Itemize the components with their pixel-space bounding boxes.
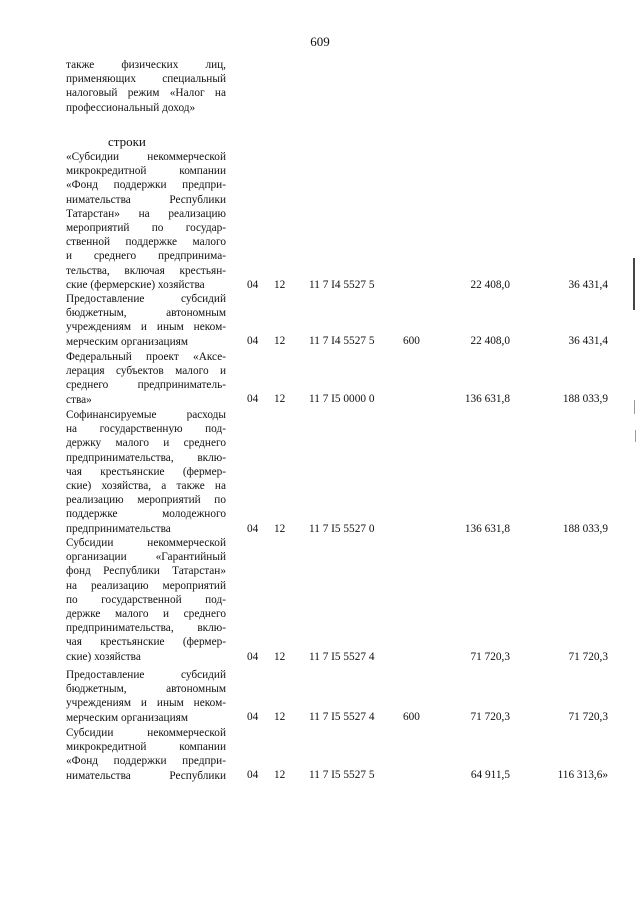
description-line: чая крестьянские (фермер- <box>66 636 226 649</box>
description-line: лерация субъектов малого и <box>66 365 226 378</box>
target-code: 11 7 I5 0000 0 <box>309 393 375 405</box>
value-year-2: 71 720,3 <box>568 711 608 723</box>
description-line: фонд Республики Татарстан» <box>66 565 226 578</box>
intro-line: применяющих специальный <box>66 73 226 86</box>
intro-line: профессиональный доход» <box>66 101 196 114</box>
description-line: Предоставление субсидий <box>66 669 226 681</box>
row-description <box>66 726 226 783</box>
value-year-2: 188 033,9 <box>562 393 608 405</box>
target-code: 11 7 I5 5527 0 <box>309 523 375 535</box>
description-line: бюджетным, автономным <box>66 307 226 320</box>
subsection-code: 12 <box>274 651 286 663</box>
section-code: 04 <box>247 393 259 405</box>
row-description <box>66 668 226 725</box>
description-line: среднего предприниматель- <box>66 379 226 392</box>
page-number: 609 <box>310 34 330 49</box>
target-code: 11 7 I4 5527 5 <box>309 279 375 291</box>
description-line: «Субсидии некоммерческой <box>66 151 226 163</box>
value-year-1: 136 631,8 <box>464 393 510 405</box>
description-line: Федеральный проект «Аксе- <box>66 351 226 363</box>
description-line: держку малого и среднего <box>66 437 226 450</box>
description-line: чая крестьянские (фермер- <box>66 465 226 478</box>
target-code: 11 7 I4 5527 5 <box>309 335 375 347</box>
target-code: 11 7 I5 5527 4 <box>309 651 375 663</box>
row-description <box>66 350 226 407</box>
subsection-code: 12 <box>274 335 286 347</box>
value-year-1: 71 720,3 <box>470 651 510 663</box>
description-line: организации «Гарантийный <box>66 551 226 564</box>
description-line: предпринимательства <box>66 522 171 535</box>
description-line: и среднего предпринима- <box>66 250 226 263</box>
description-line: Татарстан» на реализацию <box>66 207 226 220</box>
target-code: 11 7 I5 5527 5 <box>309 769 375 781</box>
description-line: Субсидии некоммерческой <box>66 537 226 549</box>
description-line: предпринимательства, вклю- <box>66 622 226 635</box>
row-description <box>66 292 226 349</box>
value-year-2: 188 033,9 <box>562 523 608 535</box>
section-code: 04 <box>247 711 259 723</box>
scan-margin-mark <box>635 430 636 442</box>
subsection-code: 12 <box>274 523 286 535</box>
value-year-1: 136 631,8 <box>464 523 510 535</box>
description-line: поддержке молодежного <box>66 508 226 521</box>
description-line: ства» <box>66 393 92 406</box>
description-line: Софинансируемые расходы <box>66 409 226 421</box>
value-year-2: 36 431,4 <box>568 279 608 291</box>
section-code: 04 <box>247 651 259 663</box>
row-description <box>66 408 226 536</box>
row-description <box>66 536 226 664</box>
section-code: 04 <box>247 279 259 291</box>
target-code: 11 7 I5 5527 4 <box>309 711 375 723</box>
description-line: ские) хозяйства, а также на <box>66 480 226 493</box>
expense-type: 600 <box>403 711 420 723</box>
description-line: мерческим организациям <box>66 711 188 724</box>
description-line: мерческим организациям <box>66 335 188 348</box>
description-line: нимательства Республики <box>66 193 226 206</box>
description-line: реализацию мероприятий по <box>66 494 226 507</box>
section-heading: строки <box>108 134 146 149</box>
intro-text <box>66 58 226 115</box>
description-line: тельства, включая крестьян- <box>66 264 226 277</box>
subsection-code: 12 <box>274 711 286 723</box>
description-line: на реализацию мероприятий <box>66 579 226 592</box>
description-line: мероприятий по государ- <box>66 222 226 235</box>
description-line: по государственной под- <box>66 593 226 606</box>
value-year-2: 116 313,6» <box>557 769 608 781</box>
description-line: «Фонд поддержки предпри- <box>66 755 226 768</box>
description-line: Предоставление субсидий <box>66 293 226 305</box>
section-code: 04 <box>247 769 259 781</box>
value-year-1: 22 408,0 <box>470 279 510 291</box>
expense-type: 600 <box>403 335 420 347</box>
subsection-code: 12 <box>274 769 286 781</box>
description-line: предпринимательства, вклю- <box>66 451 226 464</box>
row-description <box>66 150 226 292</box>
section-code: 04 <box>247 523 259 535</box>
description-line: учреждениям и иным неком- <box>66 697 226 710</box>
description-line: микрокредитной компании <box>66 741 226 754</box>
subsection-code: 12 <box>274 279 286 291</box>
intro-line: налоговый режим «Налог на <box>66 87 226 100</box>
description-line: ские (фермерские) хозяйства <box>66 278 205 291</box>
description-line: учреждениям и иным неком- <box>66 321 226 334</box>
value-year-2: 36 431,4 <box>568 335 608 347</box>
description-line: микрокредитной компании <box>66 165 226 178</box>
intro-line: также физических лиц, <box>66 59 226 71</box>
scan-margin-mark <box>634 400 635 414</box>
description-line: держке малого и среднего <box>66 608 226 621</box>
value-year-1: 64 911,5 <box>470 769 510 781</box>
description-line: ские) хозяйства <box>66 650 141 663</box>
description-line: ственной поддержке малого <box>66 236 226 249</box>
section-code: 04 <box>247 335 259 347</box>
scan-margin-mark <box>633 258 635 310</box>
value-year-1: 22 408,0 <box>470 335 510 347</box>
description-line: бюджетным, автономным <box>66 683 226 696</box>
value-year-2: 71 720,3 <box>568 651 608 663</box>
subsection-code: 12 <box>274 393 286 405</box>
description-line: нимательства Республики <box>66 769 226 782</box>
description-line: «Фонд поддержки предпри- <box>66 179 226 192</box>
description-line: Субсидии некоммерческой <box>66 727 226 739</box>
value-year-1: 71 720,3 <box>470 711 510 723</box>
description-line: на государственную под- <box>66 423 226 436</box>
